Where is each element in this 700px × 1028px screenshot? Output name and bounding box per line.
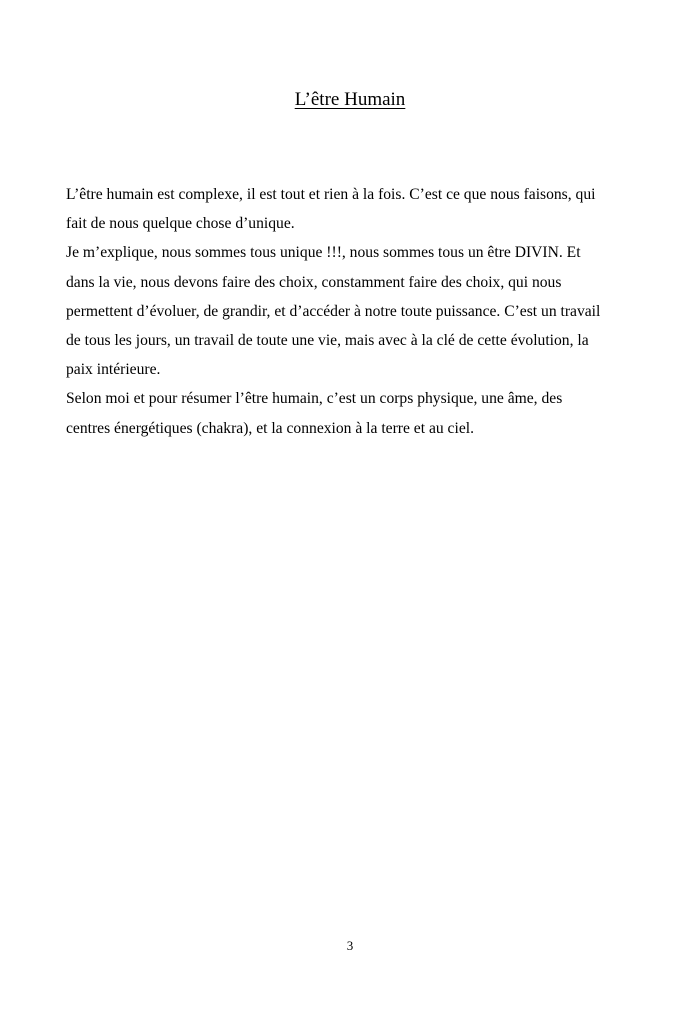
- body-line: paix intérieure.: [66, 361, 161, 379]
- page-number: 3: [346, 938, 354, 953]
- body-line: de tous les jours, un travail de toute une vie, mais avec à la clé de cette évolution, la: [66, 332, 589, 350]
- body-text: [66, 180, 636, 443]
- body-line: centres énergétiques (chakra), et la connexion à la terre et au ciel.: [66, 419, 474, 437]
- body-line: permettent d’évoluer, de grandir, et d’accéder à notre toute puissance. C’est un travail: [66, 302, 601, 320]
- body-line: Selon moi et pour résumer l’être humain, c’est un corps physique, une âme, des: [66, 390, 563, 408]
- body-line: Je m’explique, nous sommes tous unique !!!, nous sommes tous un être DIVIN. Et: [66, 244, 581, 262]
- page-title: [0, 88, 700, 112]
- body-line: dans la vie, nous devons faire des choix, constamment faire des choix, qui nous: [66, 273, 562, 291]
- body-line: L’être humain est complexe, il est tout et rien à la fois. C’est ce que nous faisons, qui: [66, 186, 596, 203]
- page-title-text: L’être Humain: [294, 89, 406, 110]
- body-line: fait de nous quelque chose d’unique.: [66, 215, 295, 233]
